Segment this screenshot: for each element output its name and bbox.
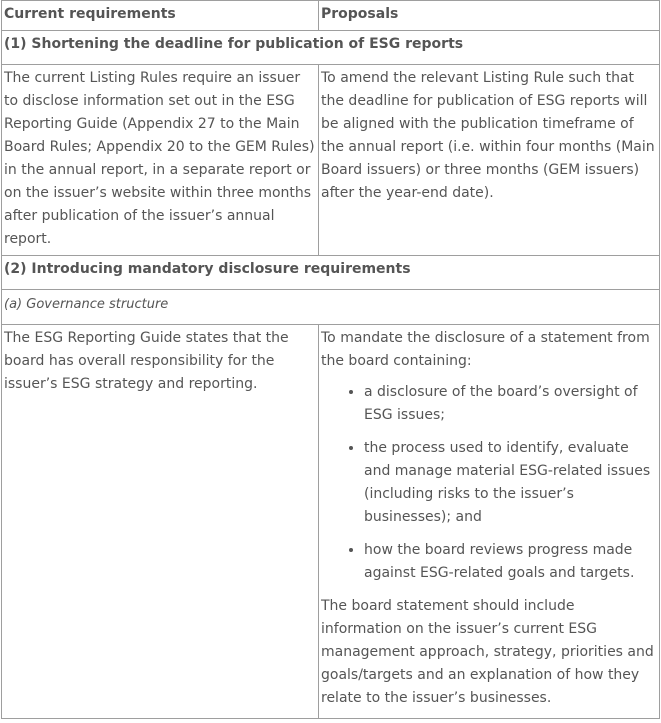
proposal-bullet-list	[321, 381, 657, 585]
section-row	[2, 31, 660, 65]
list-item: • a disclosure of the board’s oversight of ESG issues;	[364, 381, 657, 427]
table-row	[2, 65, 660, 256]
list-item: • the process used to identify, evaluate and manage material ESG-related issues (including risks to the issuer’s businesses); and	[364, 437, 657, 529]
header-row	[2, 1, 660, 31]
section-title: (1) Shortening the deadline for publication of ESG reports	[2, 31, 660, 65]
current-requirement-cell: The current Listing Rules require an issuer to disclose information set out in the ESG Reporting Guide (Appendix 27 to the Main Board Rules; Appendix 20 to the GEM Rules) in the annual report, in a separate report or on the issuer’s website within three months after publication of the issuer’s annual report.	[2, 65, 319, 256]
current-requirement-cell: The ESG Reporting Guide states that the board has overall responsibility for the issuer’s ESG strategy and reporting.	[2, 325, 319, 719]
proposal-intro: To mandate the disclosure of a statement from the board containing:	[321, 330, 650, 369]
list-item: • how the board reviews progress made against ESG-related goals and targets.	[364, 539, 657, 585]
header-proposals: Proposals	[319, 1, 660, 31]
header-current-requirements: Current requirements	[2, 1, 319, 31]
proposal-cell: To amend the relevant Listing Rule such that the deadline for publication of ESG reports will be aligned with the publication timeframe of the annual report (i.e. within four months (Main Board issuers) or three months (GEM issuers) after the year-end date).	[319, 65, 660, 256]
proposal-cell	[319, 325, 660, 719]
table-row	[2, 325, 660, 719]
proposal-outro: The board statement should include information on the issuer’s current ESG management approach, strategy, priorities and goals/targets and an explanation of how they relate to the issuer’s businesses.	[321, 598, 654, 706]
subsection-row	[2, 290, 660, 325]
section-row	[2, 256, 660, 290]
section-title: (2) Introducing mandatory disclosure requirements	[2, 256, 660, 290]
requirements-table	[1, 0, 660, 719]
subsection-title: (a) Governance structure	[2, 290, 660, 325]
